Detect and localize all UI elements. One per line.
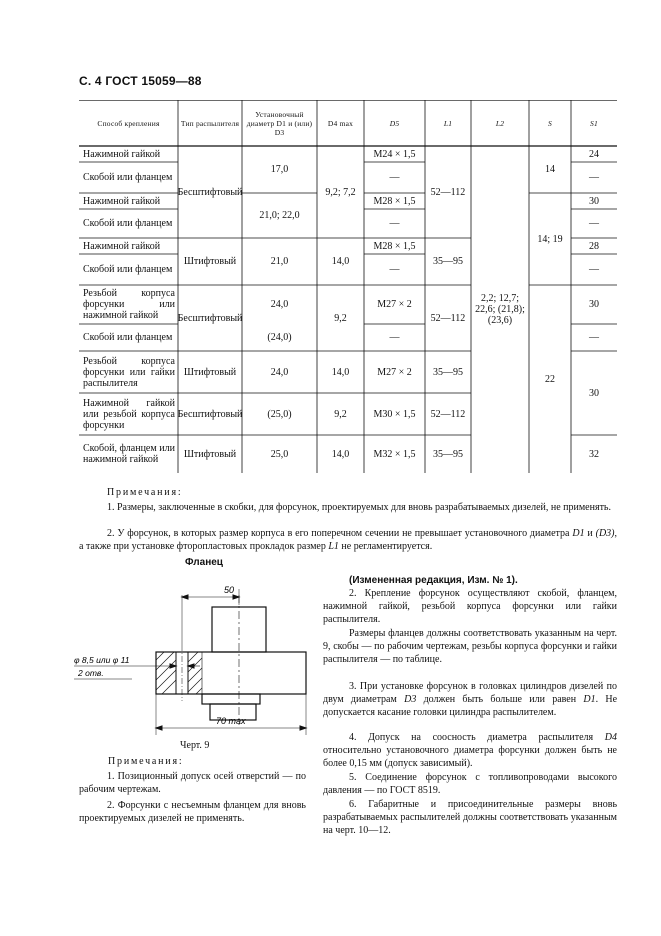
s1-cell: 32 [589,448,599,460]
type-cell: Штифтовый [183,256,237,267]
s-cell: 14 [545,164,555,175]
s1-cell: 30 [589,195,599,207]
dimensions-table [79,100,617,473]
type-cell: Бесштифтовый [177,312,243,324]
method-cell: Скобой, фланцем или нажимной гайкой [83,443,175,465]
note-2-text: 2. У форсунок, в которых размер корпуса в его поперечном сечении не превышает установочного диаметра [107,528,570,539]
para-3-d1: D1 [583,694,596,705]
header-l1: L1 [443,118,453,128]
d5-cell: М30 × 1,5 [373,408,416,420]
d4-cell: 14,0 [331,448,350,460]
hole-diameter-label: φ 8,5 или φ 11 [74,655,130,665]
type-cell: Штифтовый [183,448,237,460]
figure-caption: Черт. 9 [180,740,210,751]
note-1: 1. Размеры, заключенные в скобки, для форсунок, проектируемых для вновь разрабатываемых дизелей, не применять. [107,502,611,513]
fig-note-2: 2. Форсунки с несъемным фланцем для вновь проектируемых дизелей не применять. [79,800,306,824]
l1-cell: 52—112 [430,408,466,420]
d5-cell: М32 × 1,5 [373,448,416,460]
l2-cell: 2,2; 12,7; 22,6; (21,8); (23,6) [475,293,525,326]
s-cell: 22 [545,373,555,385]
l1-cell: 35—95 [433,366,463,378]
para-4-d4: D4 [604,732,617,743]
d4-cell: 9,2; 7,2 [325,186,356,198]
method-cell: Нажимной гайкой или резьбой корпуса форсунки [83,397,175,431]
header-diameter: Установочный диаметр D1 и (или) D3 [246,109,313,137]
s1-cell: — [589,172,599,183]
l1-cell: 52—112 [430,312,466,324]
note-2-d3: (D3) [595,528,615,539]
para-3-text-b: должен быть больше или равен [423,694,577,705]
para-6: 6. Габаритные и присоединительные размеры вновь разрабатываемых распылителей должны соответствовать указанным на черт. 10—12. [323,799,617,836]
holes-count-label: 2 отв. [78,668,104,678]
method-cell: Нажимной гайкой [83,240,161,252]
method-cell: Скобой или фланцем [83,264,173,275]
dim-50-label: 50 [224,585,235,595]
d4-cell: 9,2 [334,312,347,324]
l1-cell: 35—95 [433,256,463,267]
d4-cell: 14,0 [331,366,350,378]
d4-cell: 9,2 [334,408,347,420]
para-3-text-a: 3. При установке форсунок в головках цилиндров дизелей по двум диаметрам [323,681,617,705]
note-2-text-c: не регламентируется. [341,541,433,552]
s1-cell: — [589,264,599,275]
note-2-text-b: , а также при установке фторопластовых прокладок размер [79,528,618,552]
diameter-cell: 21,0; 22,0 [259,210,300,221]
type-cell: Штифтовый [183,366,237,378]
s1-cell: — [589,218,599,229]
dim-70-label: 70 max [216,716,246,726]
d5-cell: М24 × 1,5 [373,148,416,160]
method-cell: Резьбой корпуса форсунки или нажимной гайкой [83,288,175,321]
para-5: 5. Соединение форсунок с топливопроводами высокого давления — по ГОСТ 8519. [323,772,617,796]
method-cell: Нажимной гайкой [83,148,161,160]
diameter-cell: 24,0 [270,299,289,310]
para-3-d3: D3 [404,694,417,705]
diameter-cell: 25,0 [270,448,289,460]
d5-cell: М27 × 2 [377,366,412,378]
s-cell: 14; 19 [537,233,563,245]
header-method: Способ крепления [97,118,160,128]
edition-note: (Измененная редакция, Изм. № 1). [349,575,518,586]
para-4-text-b: относительно установочного диаметра форсунки должен быть не более 0,15 мм (допуск зависимый). [323,745,617,769]
note-2-d1: D1 [572,528,585,539]
method-cell: Скобой или фланцем [83,332,173,343]
para-2: 2. Крепление форсунок осуществляют скобой, фланцем, нажимной гайкой, резьбой корпуса форсунки или гайки распылителя. [323,588,617,625]
s1-cell: 28 [589,240,599,252]
d4-cell: 14,0 [331,256,350,267]
header-type: Тип распылителя [180,118,240,128]
notes-title: Примечания: [107,487,183,498]
header-s: S [548,118,552,128]
method-cell: Нажимной гайкой [83,195,161,207]
para-4-text-a: 4. Допуск на соосность диаметра распылителя [349,732,594,743]
d5-cell: М28 × 1,5 [373,240,416,252]
s1-cell: — [589,332,599,343]
fig-note-1: 1. Позиционный допуск осей отверстий — по рабочим чертежам. [79,771,306,795]
type-cell: Бесштифтовый [177,186,243,198]
diameter-cell: 24,0 [270,366,289,378]
method-cell: Резьбой корпуса форсунки или гайки распылителя [83,355,175,389]
header-d5: D5 [389,118,400,128]
note-2-and: и [587,528,593,539]
para-4 [323,731,617,770]
d5-cell: — [389,332,400,343]
note-2 [79,527,617,553]
para-2b: Размеры фланцев должны соответствовать указанным на черт. 9, скобы — по рабочим чертежам, резьбы корпуса форсунки и гайки распылителя — по таблице. [323,628,617,665]
diameter-cell: (24,0) [267,332,292,343]
type-cell: Бесштифтовый [177,408,243,420]
diameter-cell: 21,0 [270,256,289,267]
diameter-cell: (25,0) [267,408,292,420]
l1-cell: 52—112 [430,186,466,198]
d5-cell: — [389,172,400,183]
figure-title: Фланец [185,557,223,568]
header-l2: L2 [495,118,505,128]
page-header: С. 4 ГОСТ 15059—88 [79,74,202,88]
l1-cell: 35—95 [433,448,463,460]
diameter-cell: 17,0 [270,164,289,175]
s1-cell: 30 [589,299,599,310]
fig-notes-title: Примечания: [108,756,184,767]
d5-cell: М27 × 2 [377,299,412,310]
header-d4: D4 max [327,118,354,128]
s1-cell: 24 [589,148,599,160]
para-3 [323,680,617,719]
header-s1: S1 [590,118,598,128]
note-2-l1: L1 [328,541,339,552]
d5-cell: — [389,218,400,229]
flange-drawing-svg [64,575,324,735]
method-cell: Скобой или фланцем [83,172,173,183]
para-3-text-c: . Не допускается касание головки цилиндра распылителем. [323,694,618,718]
d5-cell: — [389,264,400,275]
s1-cell: 30 [589,387,599,399]
method-cell: Скобой или фланцем [83,218,173,229]
flange-drawing [64,575,324,735]
d5-cell: М28 × 1,5 [373,195,416,207]
